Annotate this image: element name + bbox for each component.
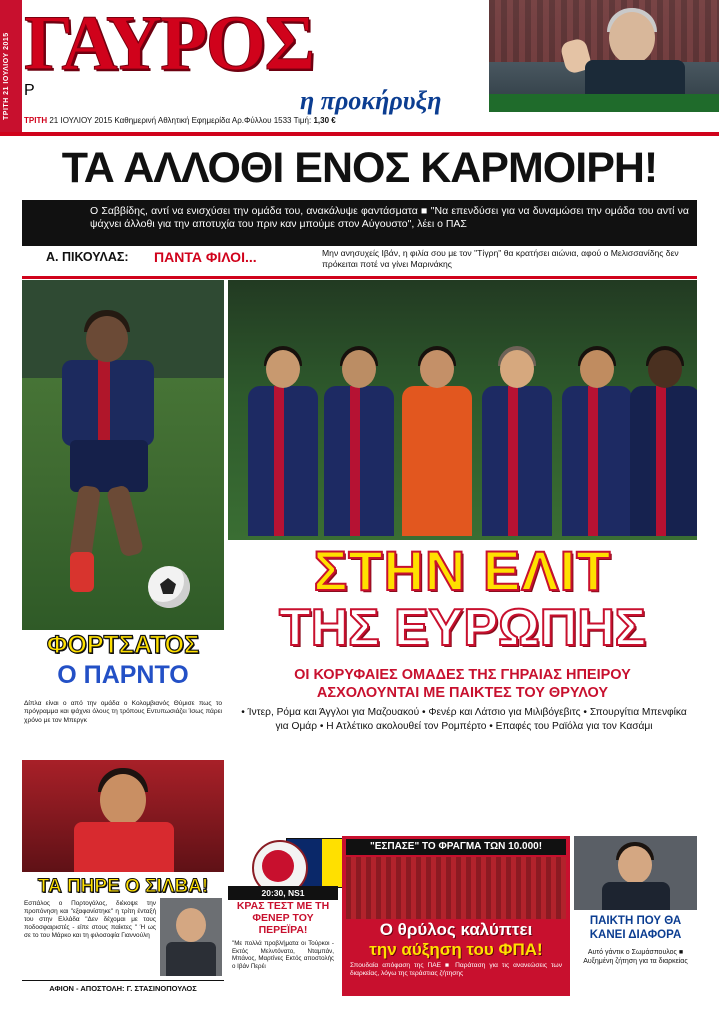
secondary-head	[176, 908, 206, 942]
spine-strip	[0, 0, 22, 132]
player-head	[86, 316, 128, 362]
center-subhead-line1: ΟΙ ΚΟΡΥΦΑΙΕΣ ΟΜΑΔΕΣ ΤΗΣ ΓΗΡΑΙΑΣ ΗΠΕΙΡΟΥ	[294, 667, 631, 683]
right-title-line2: ΚΑΝΕΙ ΔΙΑΦΟΡΑ	[589, 929, 682, 941]
right-person-head	[618, 846, 652, 884]
player-leg-left	[69, 485, 101, 561]
player-3-head	[420, 350, 454, 388]
sub-strip-title: ΠΑΝΤΑ ΦΙΛΟΙ...	[154, 249, 257, 265]
player-leg-right	[106, 484, 144, 557]
player-2	[320, 350, 398, 540]
silva-secondary-photo	[160, 898, 222, 976]
spine-text: ΤΡΙΤΗ 21 ΙΟΥΛΙΟΥ 2015	[3, 32, 10, 120]
player-sock	[70, 552, 94, 592]
date-bar	[24, 116, 486, 130]
silva-photo	[22, 760, 224, 872]
tickets-body: Σπουδαία απόφαση της ΠΑΕ ■ Παράταση για τις ανανεώσεις των διαρκείας, λόγω της τεράστιας ζήτησης	[350, 962, 562, 978]
sub-strip-author: Α. ΠΙΚΟΥΛΑΣ:	[46, 250, 129, 264]
center-headline-line1: ΣΤΗΝ ΕΛΙΤ	[313, 539, 612, 602]
sub-strip	[22, 248, 697, 279]
player-1-stripe	[274, 386, 284, 536]
right-story-title	[574, 914, 697, 942]
match-title: ΚΡΑΣ ΤΕΣΤ ΜΕ ΤΗ ΦΕΝΕΡ ΤΟΥ ΠΕΡΕΪΡΑ!	[236, 900, 330, 936]
secondary-body	[166, 942, 216, 976]
tickets-box	[342, 836, 570, 996]
player-6-stripe	[656, 386, 666, 536]
left-story-body: Δίπλα είναι ο από την ομάδα ο Κολομβιανός Θύμισε πως το πρόγραμμα και ψάχνει όλους τη τρόπους Εντυπωσιάζει Ίσως πάρει χρόνο με τον Μπεργκ	[24, 700, 222, 724]
tickets-photo	[346, 857, 566, 919]
player-2-stripe	[350, 386, 360, 536]
silva-body	[74, 822, 174, 872]
team-photo	[228, 280, 697, 540]
logo-ghost-letter: Ρ	[24, 82, 35, 99]
tickets-title-line2: την αύξηση του ΦΠΑ!	[369, 940, 543, 959]
player-3-body	[402, 386, 472, 536]
player-1-head	[266, 350, 300, 388]
lead-deck-bar	[22, 200, 697, 246]
masthead-photo	[489, 0, 719, 112]
silva-byline: ΑΦΙΟΝ - ΑΠΟΣΤΟΛΗ: Γ. ΣΤΑΣΙΝΟΠΟΥΛΟΣ	[22, 980, 224, 993]
left-player-photo	[22, 280, 224, 630]
newspaper-logo: ΓΑΥΡΟΣ	[24, 0, 314, 86]
tickets-kicker: "ΕΣΠΑΣΕ" ΤΟ ΦΡΑΓΜΑ ΤΩΝ 10.000!	[346, 839, 566, 855]
center-subhead-line2: ΑΣΧΟΛΟΥΝΤΑΙ ΜΕ ΠΑΙΚΤΕΣ ΤΟΥ ΘΡΥΛΟΥ	[316, 685, 609, 701]
lead-headline-band	[22, 140, 697, 198]
lead-deck-text: Ο Σαββίδης, αντί να ενισχύσει την ομάδα του, ανακάλυψε φαντάσματα ■ "Να επενδύσει για να δυναμώσει την ομάδα του αντί να ψάχνει άλλοθι για την αποτυχία του πριν καν μπούμε στον Αύγουστο", λέει ο ΠΑΣ	[90, 205, 689, 230]
player-2-head	[342, 350, 376, 388]
right-person-body	[602, 882, 670, 910]
issue-meta: Καθημερινή Αθλητική Εφημερίδα Αρ.Φύλλου 1533 Τιμή:	[114, 116, 312, 125]
player-jersey	[62, 360, 154, 446]
player-5	[558, 350, 636, 540]
pitch-strip	[489, 94, 719, 112]
center-bullets: • Ίντερ, Ρόμα και Άγγλοι για Μαζουακού • Φενέρ και Λάτσιο για Μιλιβόγεβιτς • Σπουργίτια Μπενφίκα για Ομάρ • Η Ατλέτικο ακολουθεί τον Ρομπέρτο • Επαφές του Ραϊόλα για τον Κασάμι	[241, 707, 687, 732]
match-body: "Με πολλά προβλήματα οι Τούρκοι - Εκτός Μελντόνατο, Νταμπάν, Μπάνος, Μαρτίνες Εκτός αποστολής ο Ιβάν Περέι	[232, 940, 334, 970]
player-5-stripe	[588, 386, 598, 536]
lead-headline: ΤΑ ΑΛΛΟΘΙ ΕΝΟΣ ΚΑΡΜΟΙΡΗ!	[61, 144, 658, 192]
player-1	[244, 350, 322, 540]
weekday: ΤΡΙΤΗ	[24, 116, 48, 125]
silva-head	[100, 774, 146, 826]
masthead	[0, 0, 719, 132]
player-4-head	[500, 350, 534, 388]
price: 1,30 €	[313, 116, 336, 125]
center-subhead	[228, 660, 697, 702]
silva-body-text: Εσπάλος ο Πορτογάλος, διέκοψε την προπόνηση και "εξαφανίστηκε" η τρίτη ένταξή του στην Ελλάδα "Δεν δέχομαι με τους ποδοσφαιριστές - είπε στους παίκτες " Ή ως σε το του Μάρκο και τη φιλοσοφία Γιαννούλη	[24, 900, 156, 939]
player-5-head	[580, 350, 614, 388]
right-story-photo	[574, 836, 697, 910]
football-icon	[148, 566, 190, 608]
player-4	[478, 350, 556, 540]
center-headline-line2: ΤΗΣ ΕΥΡΩΠΗΣ	[278, 599, 647, 657]
player-6	[626, 350, 697, 540]
players-row	[228, 316, 697, 540]
date-full: 21 ΙΟΥΛΙΟΥ 2015	[49, 116, 113, 125]
match-time: 20:30, NS1	[228, 886, 338, 900]
player-4-stripe	[508, 386, 518, 536]
player-6-head	[648, 350, 682, 388]
right-story-box	[574, 836, 697, 996]
player-shorts	[70, 440, 148, 492]
person-head	[609, 12, 655, 64]
left-title-line2: Ο ΠΑΡΝΤΟ	[57, 661, 189, 689]
silva-title: ΤΑ ΠΗΡΕ Ο ΣΙΛΒΑ!	[37, 876, 209, 897]
sub-logo: η προκήρυξη	[300, 86, 442, 115]
crowd-texture	[489, 0, 719, 62]
left-story-title	[22, 630, 224, 700]
crest-inner	[262, 850, 294, 882]
tickets-title-line1: Ο θρύλος καλύπτει	[379, 920, 533, 939]
right-title-line1: ΠΑΙΚΤΗ ΠΟΥ ΘΑ	[589, 915, 682, 927]
masthead-divider	[0, 132, 719, 136]
sub-strip-text: Μην ανησυχείς Ιβάν, η φιλία σου με τον "Τίγρη" θα κρατήσει αιώνια, αφού ο Μελισσανίδης δεν πρόκειται ποτέ να γίνει Μαρινάκης	[322, 248, 679, 269]
player-3-goalkeeper	[398, 350, 476, 540]
right-story-body: Αυτό γάντικ ο Σωμάσπουλος ■ Αυξημένη ζήτηση για τα διαρκείας	[583, 949, 688, 965]
left-title-line1: ΦΟΡΤΣΑΤΟΣ	[46, 631, 200, 659]
